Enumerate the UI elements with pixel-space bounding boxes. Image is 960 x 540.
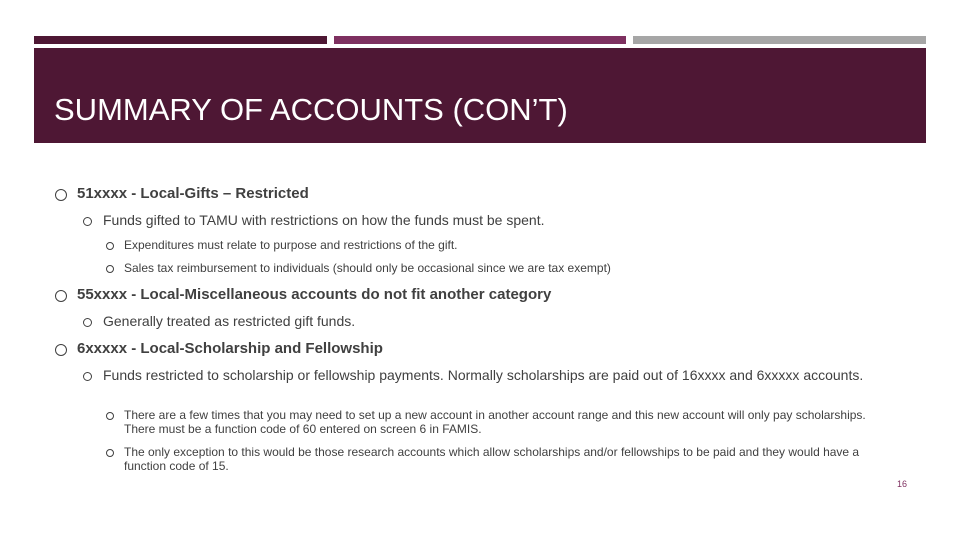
bullet-text: There are a few times that you may need to set up a new account in another account range and this new account will only pay scholarships. There must be a function code of 60 entered on screen 6 in FAMIS. [124, 408, 866, 436]
bullet-item [103, 313, 893, 329]
bullet-text: 51xxxx - Local-Gifts – Restricted [77, 185, 309, 202]
bullet-text: The only exception to this would be those research accounts which allow scholarships and/or fellowships to be paid and they would have a function code of 15. [124, 445, 860, 473]
circle-bullet-icon [106, 412, 114, 420]
circle-bullet-icon [83, 318, 92, 327]
bullet-text: Generally treated as restricted gift funds. [103, 313, 356, 329]
bullet-item [77, 340, 897, 358]
circle-bullet-icon [55, 290, 67, 302]
bullet-text: 6xxxxx - Local-Scholarship and Fellowship [77, 340, 383, 357]
bullet-item [124, 408, 884, 436]
circle-bullet-icon [55, 189, 67, 201]
circle-bullet-icon [83, 372, 92, 381]
circle-bullet-icon [83, 217, 92, 226]
circle-bullet-icon [106, 265, 114, 273]
bullet-text: Funds gifted to TAMU with restrictions on how the funds must be spent. [103, 212, 545, 228]
circle-bullet-icon [55, 344, 67, 356]
bullet-item [77, 286, 897, 304]
bullet-item [77, 185, 897, 203]
bullet-item [124, 238, 894, 252]
bullet-text: Funds restricted to scholarship or fellowship payments. Normally scholarships are paid out of 16xxxx and 6xxxxx accounts. [103, 367, 864, 383]
bullet-item [103, 367, 883, 383]
bullet-text: Sales tax reimbursement to individuals (should only be occasional since we are tax exempt) [124, 261, 611, 275]
slide-title: SUMMARY OF ACCOUNTS (CON’T) [54, 92, 568, 127]
bullet-text: Expenditures must relate to purpose and restrictions of the gift. [124, 238, 458, 252]
bullet-item [124, 261, 894, 275]
bullet-text: 55xxxx - Local-Miscellaneous accounts do not fit another category [77, 286, 552, 303]
circle-bullet-icon [106, 449, 114, 457]
bullet-item [124, 445, 884, 473]
bullet-item [103, 212, 893, 228]
circle-bullet-icon [106, 242, 114, 250]
page-number: 16 [897, 479, 908, 489]
